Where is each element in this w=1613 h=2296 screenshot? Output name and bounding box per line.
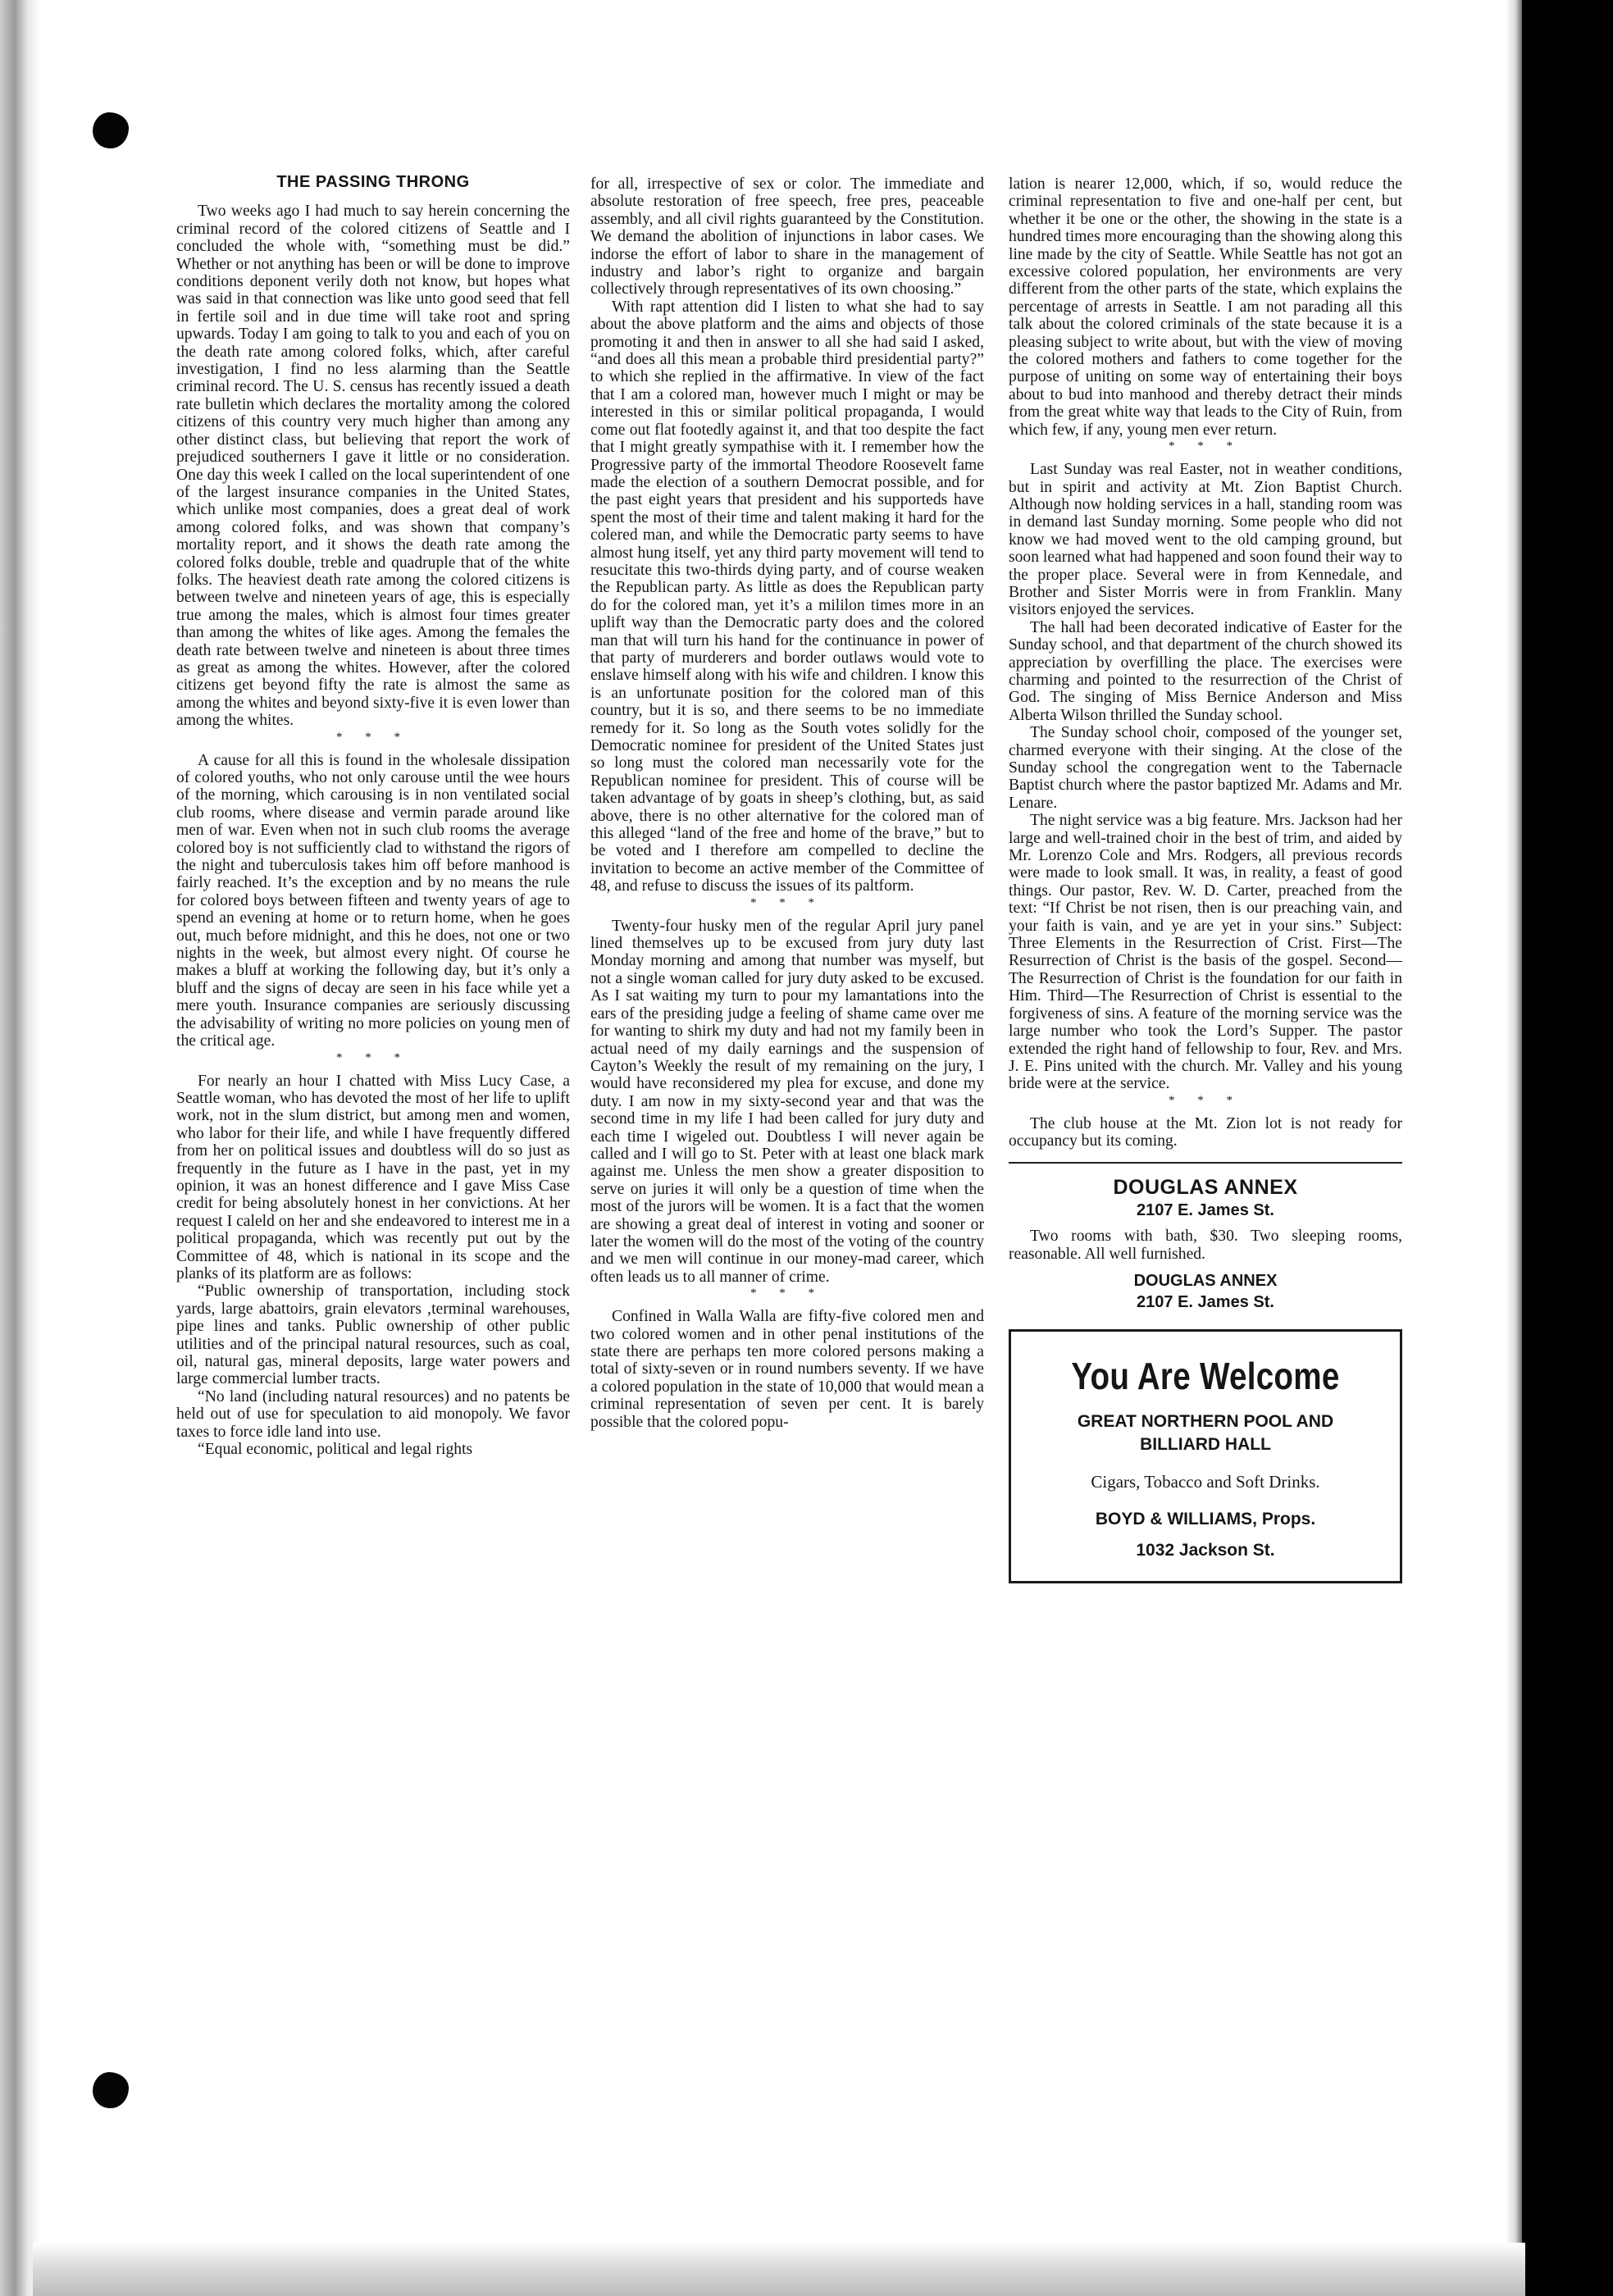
page-edge-shadow bbox=[1506, 0, 1524, 2296]
pool-hall-ad bbox=[1009, 1329, 1402, 1583]
section-separator: * * * bbox=[1169, 1093, 1242, 1107]
paragraph: “Public ownership of transportation, including stock yards, large abattoirs, grain elevators ,terminal warehouses, pipe lines and tanks. Public ownership of other public utilities and of the principal natural resources, such as coal, oil, natural gas, mineral deposits, large water powers and large commercial lumber tracts. bbox=[176, 1282, 570, 1388]
paragraph: lation is nearer 12,000, which, if so, would reduce the criminal representation to five and one-half per cent, but whether it be one or the other, the showing in the state is a hundred times more encouraging than the showing along this line made by the city of Seattle. While Seattle has not got an excessive colored population, her environments are very different from the other parts of the state, which explains the percentage of arrests in Seattle. I am not parading all this talk about the colored criminals of the state because it is a pleasing subject to write about, but with the view of moving the colored mothers and fathers to come together for the purpose of uniting on some way of entertaining their boys about to bud into manhood and thereby detract their minds from the great white way that leads to the City of Ruin, from which few, if any, young men ever return. bbox=[1009, 175, 1402, 439]
ad-body: Two rooms with bath, $30. Two sleeping rooms, reasonable. All well furnished. bbox=[1009, 1227, 1402, 1263]
section-separator: * * * bbox=[336, 730, 410, 744]
scan-border-left bbox=[0, 0, 41, 2296]
paragraph: The Sunday school choir, composed of the younger set, charmed everyone with their singing. At the close of the Sunday school the congregation went to the Tabernacle Baptist church where the pastor baptized Mr. Adams and Mr. Lenare. bbox=[1009, 724, 1402, 812]
paragraph: The club house at the Mt. Zion lot is not ready for occupancy but its coming. bbox=[1009, 1114, 1402, 1150]
ad-address: 2107 E. James St. bbox=[1137, 1200, 1274, 1219]
binder-hole-top bbox=[93, 112, 129, 148]
ad-proprietors: BOYD & WILLIAMS, Props. bbox=[1095, 1509, 1316, 1528]
paragraph: “No land (including natural resources) and no patents be held out of use for speculation to aid monopoly. We favor taxes to force idle land into use. bbox=[176, 1387, 570, 1441]
column-3 bbox=[1009, 175, 1402, 1583]
ad-title-repeat: DOUGLAS ANNEX bbox=[1133, 1271, 1278, 1290]
paragraph: Confined in Walla Walla are fifty-five colored men and two colored women and in other penal institutions of the state there are perhaps ten more colored persons making a total of sixty-seven or in round numbers seventy. If we have a colored population in the state of 10,000 that would mean a criminal representation of seven per cent. It is barely possible that the colored popu- bbox=[590, 1308, 984, 1431]
scan-border-right bbox=[1522, 0, 1613, 2296]
ad-address: 1032 Jackson St. bbox=[1136, 1540, 1275, 1560]
ad-business-line-1: GREAT NORTHERN POOL AND bbox=[1077, 1411, 1334, 1431]
paragraph: Twenty-four husky men of the regular April jury panel lined themselves up to be excused from jury duty last Monday morning and among that number was myself, but not a single woman called for jury duty asked to be excused. As I sat waiting my turn to pour my lamantations into the ears of the presiding judge a feeling of shame came over me for wanting to shirk my duty and had not my family been in actual need of my daily earnings and the suspension of Cayton’s Weekly the result of my remaining on the jury, I would have reconsidered my plea for excuse, and done my duty. I am now in my sixty-second year and that was the second time in my life I had been called for jury duty and each time I wigeled out. Doubtless I will never again be called and I will go to St. Peter with at least one black mark against me. Unless the men show a greater disposition to serve on juries it will only be a question of time when the most of the jurors will be women. It is a fact that the women are showing a great deal of interest in voting and sooner or later the women will do the most of the voting of the country and we men will continue in our money-mad career, which often leads us to all manner of crime. bbox=[590, 917, 984, 1286]
column-1 bbox=[176, 174, 570, 1458]
ad-title: DOUGLAS ANNEX bbox=[1113, 1175, 1298, 1199]
douglas-annex-ad bbox=[1009, 1175, 1402, 1313]
section-separator: * * * bbox=[750, 1287, 824, 1301]
binder-hole-bottom bbox=[93, 2072, 129, 2108]
paragraph: With rapt attention did I listen to what she had to say about the above platform and the aims and objects of those promoting it and then in answer to all she had said I asked, “and does all this mean a probable third presidential party?” to which she replied in the affirmative. In view of the fact that I am a colored man, however much I might or may be interested in this or similar political propaganda, I would come out flat footedly against it, and that too despite the fact that I might greatly sympathise with it. I remember how the Progressive party of the immortal Theodore Roosevelt fame made the election of a southern Democrat possible, and for the past eight years that president and his supporteds have spent the most of their time and talent making it hard for the colered man, and while the Democratic party seems to have almost hung itself, yet any third party movement will tend to resucitate this two-thirds dying party, and of course weaken the Republican party. As little as does the Republican party do for the colored man, yet it’s a mililon times more in an uplift way than the Democratic party does and the colored man that will turn his hand for the continuance in power of that party of murderers and border outlaws would vote to enslave himself along with his wife and children. I know this is an unfortunate position for the colored man of this country, but it is so, and there seems to be no immediate remedy for it. So long as the South votes solidly for the Democratic nominee for president of the United States just so long must the colored man necessarily vote for the Republican nominee for president. This of course will be taken advantage of by goats in sheep’s clothing, but, as said above, there is no other alternative for the colored man of this alleged “land of the free and home of the brave,” but to be voted and I therefore am compelled to decline the invitation to become an active member of the Committee of 48, and refuse to discuss the issues of its paltform. bbox=[590, 298, 984, 895]
section-separator: * * * bbox=[750, 895, 824, 909]
ad-goods: Cigars, Tobacco and Soft Drinks. bbox=[1091, 1471, 1320, 1492]
column-2 bbox=[590, 175, 984, 1431]
paragraph: The night service was a big feature. Mrs. Jackson had her large and well-trained choir in the best of trim, and aided by Mr. Lorenzo Cole and Mrs. Rodgers, all previous records were made to look small. It was, in reality, a feast of good things. Our pastor, Rev. W. D. Carter, preached from the text: “If Christ be not risen, then is our preaching vain, and your faith is vain, and ye are yet in your sins.” Subject: Three Elements in the Resurrection of Crist. First—The Resurrection of Christ is the basis of the gospel. Second—The Resurrection of Christ is the foundation for our faith in Him. Third—The Resurrection of Christ is essential to the forgiveness of sins. A feature of the morning service was the large number who took the Lord’s Supper. The pastor extended the right hand of fellowship to four, Rev. and Mrs. J. E. Pins united with the church. Mr. Valley and his young bride were at the service. bbox=[1009, 812, 1402, 1093]
paragraph: A cause for all this is found in the wholesale dissipation of colored youths, who not only carouse until the wee hours of the morning, which carousing is in non ventilated social club rooms, where disease and vermin parade around like men of war. Even when not in such club rooms the average colored boy is not sufficiently clad to withstand the rigors of the night and tuberculosis takes him off before manhood is fairly reached. It’s the exception and by no means the rule for colored boys between fifteen and twenty years of age to spend an evening at home or to return home, when he goes out, much before midnight, and this he does, not one or two nights in the week, but almost every night. Of course he makes a bluff at working the following day, but it’s only a bluff and the signs of decay are seen in his face while yet a mere youth. Insurance companies are seriously discussing the advisability of writing no more policies on young men of the critical age. bbox=[176, 751, 570, 1050]
paragraph: The hall had been decorated indicative of Easter for the Sunday school, and that department of the church showed its appreciation by overfilling the place. The exercises were charming and pointed to the resurrection of the Christ of God. The singing of Miss Bernice Anderson and Miss Alberta Wilson thrilled the Sunday school. bbox=[1009, 618, 1402, 724]
paragraph: Two weeks ago I had much to say herein concerning the criminal record of the colored citizens of Seattle and I concluded the whole with, “something must be did.” Whether or not anything has been or will be done to improve conditions deponent verily doth not know, but hopes what was said in that connection was like unto good seed that fell in fertile soil and in due time will take root and spring upwards. Today I am going to talk to you and each of you on the death rate among colored folks, which, after careful investigation, I find no less alarming than the Seattle criminal record. The U. S. census has recently issued a death rate bulletin which declares the mortality among the colored citizens of this country very much higher than among any other distinct class, but believing that report the work of prejudiced southerners I gave it little or no consideration. One day this week I called on the local superintendent of one of the largest insurance companies in the United States, which unlike most companies, does a great deal of work among colored folks, and was shown that company’s mortality report, and it shows the death rate among the colored folks double, treble and quadruple that of the white folks. The heaviest death rate among the colored citizens is between twelve and nineteen years of age, this is especially true among the males, which is almost four times greater than among the whites of like ages. Among the females the death rate between twelve and nineteen is about three times as great as among the whites. However, after the colored citizens get beyond fifty the rate is almost the same as among the whites and beyond sixty-five it is even lower than among the whites. bbox=[176, 203, 570, 730]
article-heading: THE PASSING THRONG bbox=[276, 173, 470, 191]
section-separator: * * * bbox=[336, 1050, 410, 1064]
ad-headline: You Are Welcome bbox=[1071, 1354, 1340, 1397]
section-separator: * * * bbox=[1169, 440, 1242, 453]
scan-border-bottom bbox=[33, 2243, 1525, 2296]
paragraph: for all, irrespective of sex or color. The immediate and absolute restoration of free speech, free pres, peaceable assembly, and all civil rights guaranteed by the Constitution. We demand the abolition of injunctions in labor cases. We indorse the effort of labor to share in the management of industry and labor’s right to organize and bargain collectively through representatives of its own choosing.” bbox=[590, 175, 984, 298]
paragraph: Last Sunday was real Easter, not in weather conditions, but in spirit and activity at Mt. Zion Baptist Church. Although now holding services in a hall, standing room was in demand last Sunday morning. Some people who did not know we had moved went to the old camping ground, but soon learned what had happened and soon found their way to the proper place. Several were in from Kennedale, and Brother and Sister Morris were in from Franklin. Many visitors enjoyed the services. bbox=[1009, 461, 1402, 619]
ad-address-repeat: 2107 E. James St. bbox=[1137, 1292, 1274, 1311]
ad-business-line-2: BILLIARD HALL bbox=[1140, 1434, 1271, 1454]
column-rule bbox=[1009, 1162, 1402, 1164]
paragraph: For nearly an hour I chatted with Miss Lucy Case, a Seattle woman, who has devoted the most of her life to uplift work, not in the slum district, but among men and women, who labor for their life, and while I have frequently differed from her on political issues and doubtless will do so just as frequently in the future as I have in the past, yet in my opinion, it was an honest difference and I gave Miss Case credit for being absolutely honest in her convictions. At her request I caleld on her and she endeavored to interest me in a political propaganda, which was recently put out by the Committee of 48, which is national in its scope and the planks of its platform are as follows: bbox=[176, 1072, 570, 1282]
paragraph: “Equal economic, political and legal rights bbox=[198, 1441, 473, 1459]
